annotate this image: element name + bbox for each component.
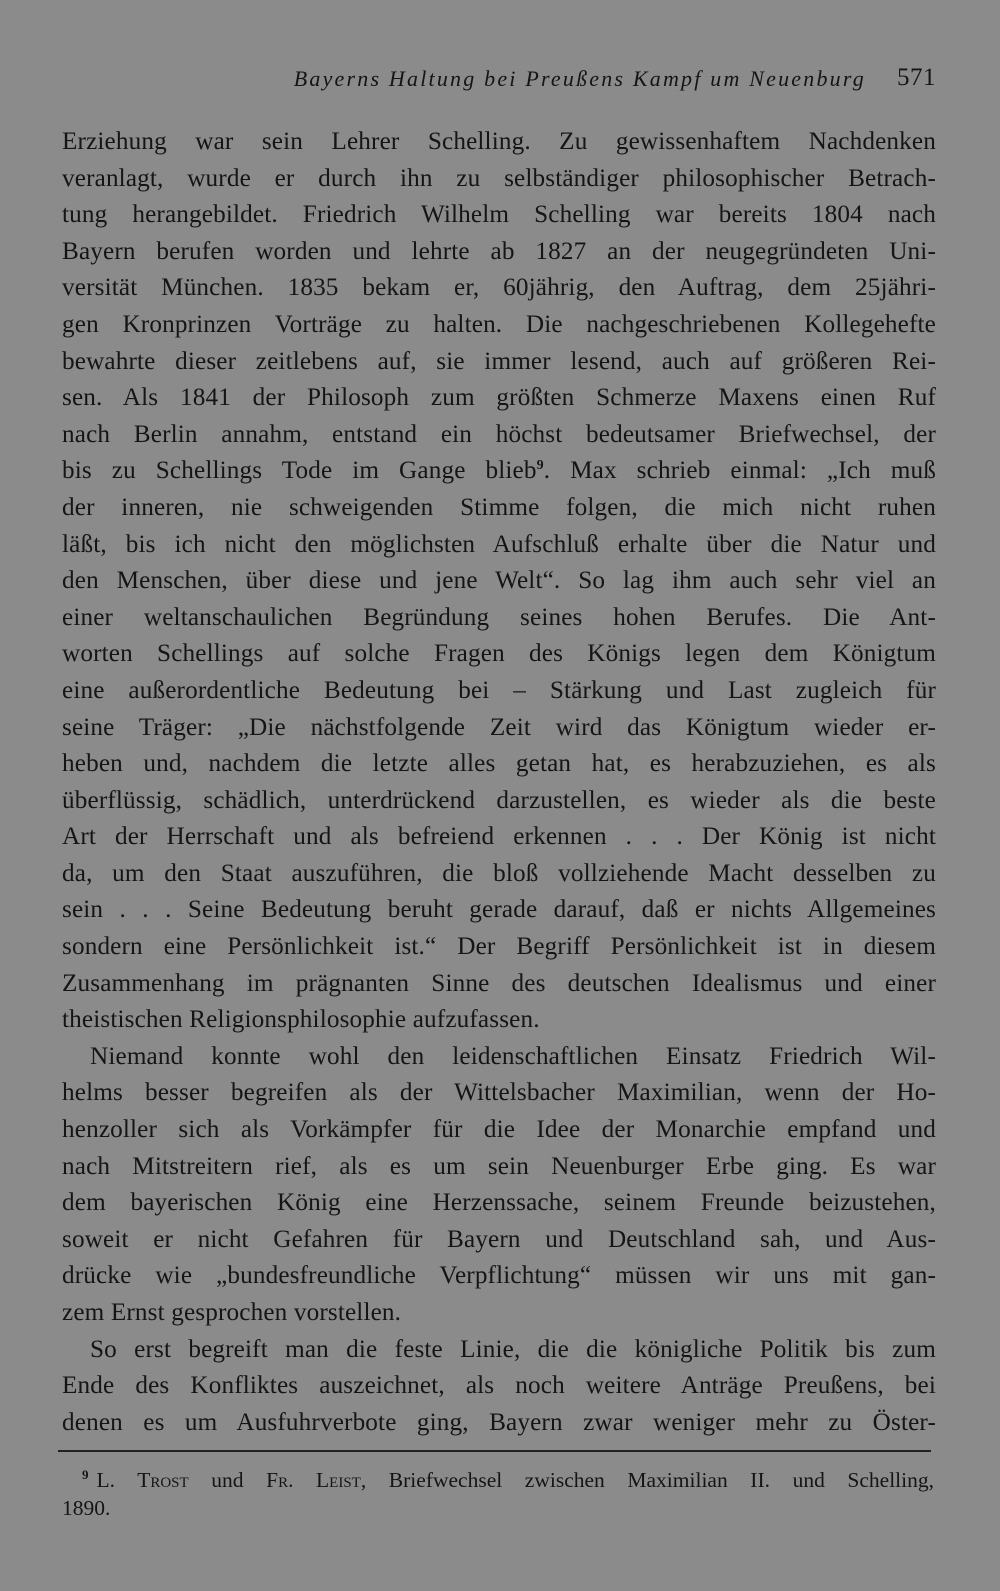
text-line: gen Kronprinzen Vorträge zu halten. Die nachgeschriebenen Kollegehefte [62, 310, 936, 338]
text-line: da, um den Staat auszuführen, die bloß vollziehende Macht desselben zu [62, 859, 936, 887]
footnote-line [62, 1466, 934, 1494]
text-line: zem Ernst gesprochen vorstellen. [62, 1299, 402, 1326]
footnote-author: Fr. Leist [266, 1468, 361, 1492]
text-line: Zusammenhang im prägnanten Sinne des deutschen Idealismus und einer [62, 969, 936, 997]
text-line: nach Berlin annahm, entstand ein höchst bedeutsamer Briefwechsel, der [62, 420, 936, 448]
page-number: 571 [897, 64, 936, 91]
running-title: Bayerns Haltung bei Preußens Kampf um Neuenburg [293, 66, 866, 91]
text-line: läßt, bis ich nicht den möglichsten Aufschluß erhalte über die Natur und [62, 530, 936, 558]
text-line: Erziehung war sein Lehrer Schelling. Zu gewissenhaftem Nachdenken [62, 128, 936, 155]
text-line: den Menschen, über diese und jene Welt“. So lag ihm auch sehr viel an [62, 567, 936, 595]
text-line: eine außerordentliche Bedeutung bei – Stärkung und Last zugleich für [62, 676, 936, 704]
text-line: drücke wie „bundesfreundliche Verpflichtung“ müssen wir uns mit gan- [62, 1262, 936, 1290]
text-line: veranlagt, wurde er durch ihn zu selbständiger philosophischer Betrach- [62, 164, 936, 192]
text-line: nach Mitstreitern rief, als es um sein Neuenburger Erbe ging. Es war [62, 1152, 936, 1180]
text-line: Art der Herrschaft und als befreiend erkennen . . . Der König ist nicht [62, 823, 936, 851]
text-line: denen es um Ausfuhrverbote ging, Bayern zwar weniger mehr zu Öster- [62, 1408, 936, 1436]
text-line: sein . . . Seine Bedeutung beruht gerade darauf, daß er nichts Allgemeines [62, 896, 936, 924]
text-line: henzoller sich als Vorkämpfer für die Idee der Monarchie empfand und [62, 1116, 936, 1144]
footnote-author: L. Trost [96, 1468, 189, 1492]
body-text [62, 124, 936, 1441]
text-line: bewahrte dieser zeitlebens auf, sie immer lesend, auch auf größeren Rei- [62, 347, 936, 375]
text-line: tung herangebildet. Friedrich Wilhelm Schelling war bereits 1804 nach [62, 201, 936, 229]
text-segment: . Max schrieb einmal: „Ich muß [543, 457, 936, 485]
text-line: dem bayerischen König eine Herzenssache, seinem Freunde beizustehen, [62, 1189, 936, 1217]
footnote-line: 1890. [62, 1496, 111, 1520]
text-line: So erst begreift man die feste Linie, die die königliche Politik bis zum [90, 1335, 936, 1363]
footnotes [62, 1466, 934, 1522]
text-line: worten Schellings auf solche Fragen des Königs legen dem Königtum [62, 640, 936, 668]
text-line: Bayern berufen worden und lehrte ab 1827 an der neugegründeten Uni- [62, 237, 936, 265]
footnote-divider [58, 1450, 931, 1452]
text-line: seine Träger: „Die nächstfolgende Zeit wird das Königtum wieder er- [62, 713, 936, 741]
footnote-conjunction: und [211, 1468, 244, 1492]
text-line: überflüssig, schädlich, unterdrückend darzustellen, es wieder als die beste [62, 786, 936, 814]
text-line: theistischen Religionsphilosophie aufzufassen. [62, 1006, 540, 1034]
footnote-reference[interactable]: 9 [536, 458, 544, 474]
text-line: sen. Als 1841 der Philosoph zum größten Schmerze Maxens einen Ruf [62, 384, 936, 412]
text-line: sondern eine Persönlichkeit ist.“ Der Begriff Persönlichkeit ist in diesem [62, 933, 936, 961]
text-line-with-footnote [62, 453, 936, 490]
footnote-title: , Briefwechsel zwischen Maximilian II. und Schelling, [360, 1468, 934, 1492]
text-line: der inneren, nie schweigenden Stimme folgen, die mich nicht ruhen [62, 493, 936, 521]
running-head [60, 64, 936, 100]
text-line: soweit er nicht Gefahren für Bayern und Deutschland sah, und Aus- [62, 1225, 936, 1253]
text-line: heben und, nachdem die letzte alles getan hat, es herabzuziehen, es als [62, 750, 936, 778]
text-line: einer weltanschaulichen Begründung seines hohen Berufes. Die Ant- [62, 603, 936, 631]
text-line: Niemand konnte wohl den leidenschaftlichen Einsatz Friedrich Wil- [90, 1042, 936, 1070]
text-segment: bis zu Schellings Tode im Gange blieb [62, 457, 537, 485]
footnote-marker: 9 [82, 1467, 89, 1482]
text-line: Ende des Konfliktes auszeichnet, als noch weitere Anträge Preußens, bei [62, 1372, 936, 1400]
text-line: helms besser begreifen als der Wittelsbacher Maximilian, wenn der Ho- [62, 1079, 936, 1107]
text-line: versität München. 1835 bekam er, 60jährig, den Auftrag, dem 25jähri- [62, 274, 936, 302]
